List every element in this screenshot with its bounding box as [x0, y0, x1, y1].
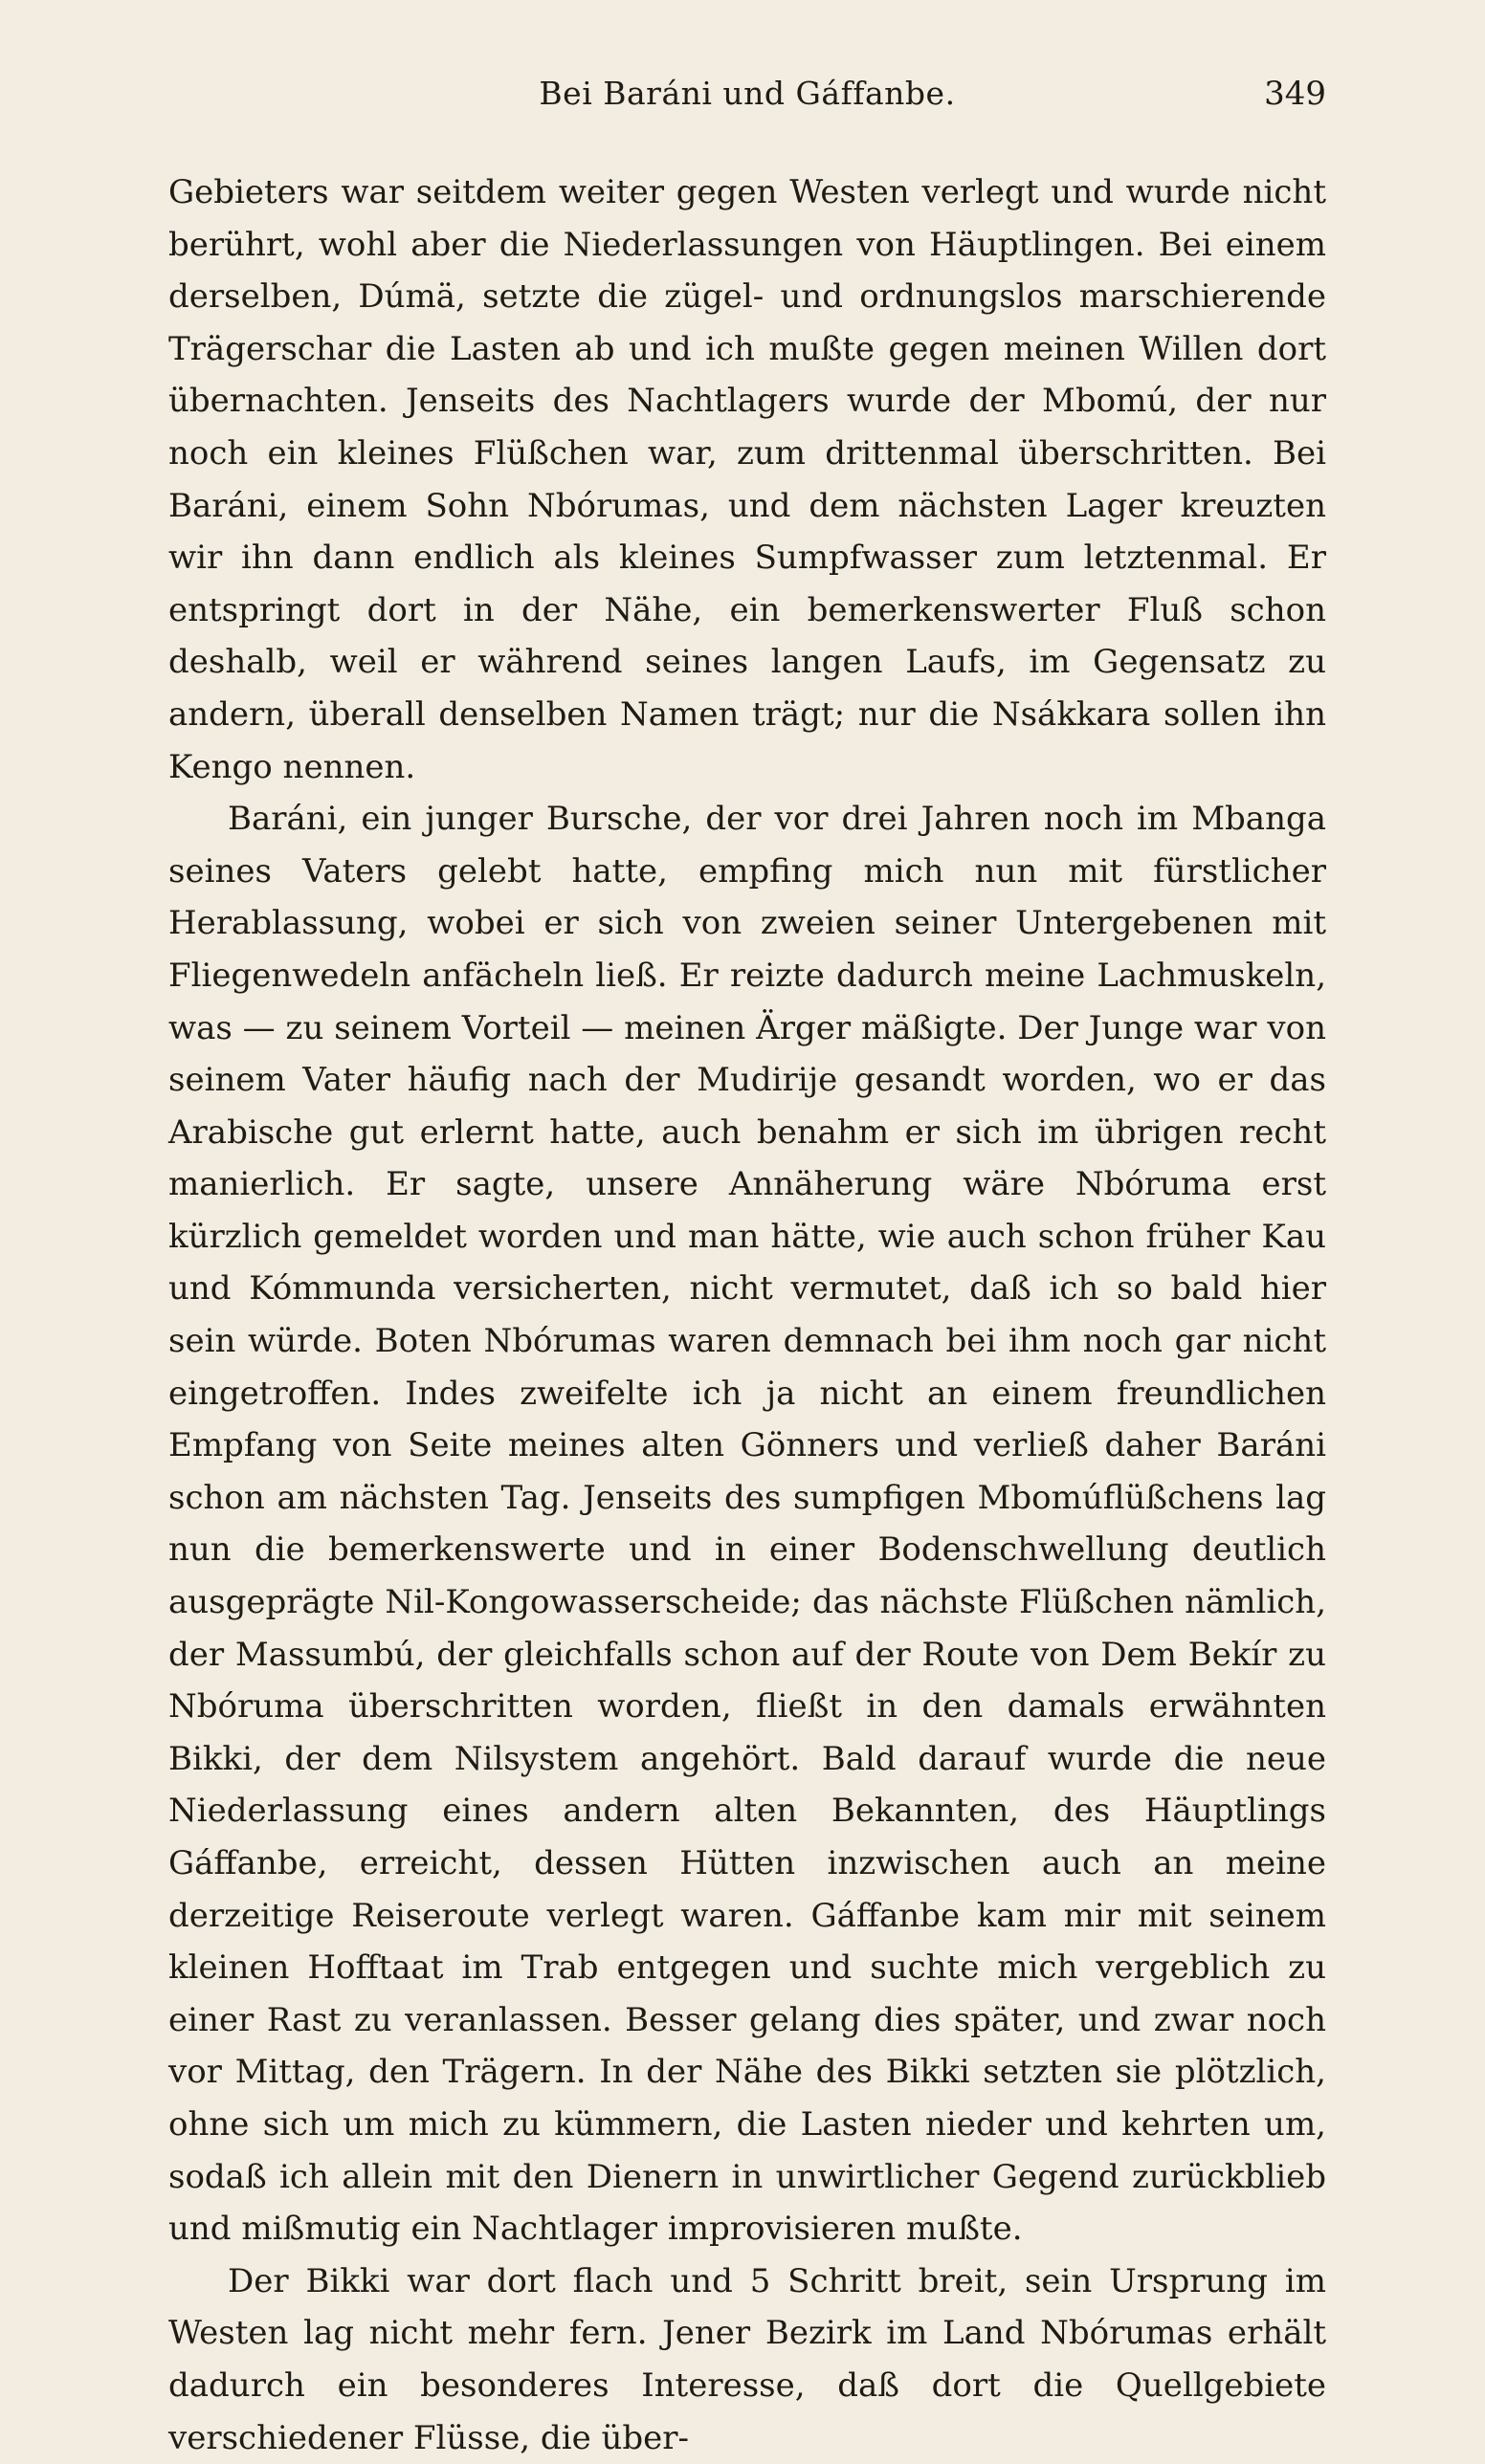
paragraph-3: Der Bikki war dort flach und 5 Schritt breit, sein Ursprung im Westen lag nicht mehr fern. Jener Bezirk im Land Nbórumas erhält dadurch ein besonderes Interesse, daß dort die Quellgebiete verschiedener Flüsse, die über- [168, 2261, 1326, 2457]
paragraph-2: Baráni, ein junger Bursche, der vor drei Jahren noch im Mbanga seines Vaters gelebt hatte, empfing mich nun mit fürstlicher Herablassung, wobei er sich von zweien seiner Untergebenen mit Fliegenwedeln anfächeln ließ. Er reizte dadurch meine Lachmuskeln, was — zu seinem Vorteil — meinen Ärger mäßigte. Der Junge war von seinem Vater häufig nach der Mudirije gesandt worden, wo er das Arabische gut erlernt hatte, auch benahm er sich im übrigen recht manierlich. Er sagte, unsere Annäherung wäre Nbóruma erst kürzlich gemeldet worden und man hätte, wie auch schon früher Kau und Kómmunda versicherten, nicht vermutet, daß ich so bald hier sein würde. Boten Nbórumas waren demnach bei ihm noch gar nicht eingetroffen. Indes zweifelte ich ja nicht an einem freundlichen Empfang von Seite meines alten Gönners und verließ daher Baráni schon am nächsten Tag. Jenseits des sumpfigen Mbomúflüßchens lag nun die bemerkenswerte und in einer Bodenschwellung deutlich ausgeprägte Nil-Kongowasserscheide; das nächste Flüßchen nämlich, der Massumbú, der gleichfalls schon auf der Route von Dem Bekír zu Nbóruma überschritten worden, fließt in den damals erwähnten Bikki, der dem Nilsystem angehört. Bald darauf wurde die neue Niederlassung eines andern alten Bekannten, des Häuptlings Gáffanbe, erreicht, dessen Hütten inzwischen auch an meine derzeitige Reiseroute verlegt waren. Gáffanbe kam mir mit seinem kleinen Hofftaat im Trab entgegen und suchte mich vergeblich zu einer Rast zu veranlassen. Besser gelang dies später, und zwar noch vor Mittag, den Trägern. In der Nähe des Bikki setzten sie plötzlich, ohne sich um mich zu kümmern, die Lasten nieder und kehrten um, sodaß ich allein mit den Dienern in unwirtlicher Gegend zurückblieb und mißmutig ein Nachtlager improvisieren mußte. [168, 800, 1326, 2249]
page-number: 349 [1264, 75, 1326, 113]
paragraph-1: Gebieters war seitdem weiter gegen Westen verlegt und wurde nicht berührt, wohl aber die Niederlassungen von Häuptlingen. Bei einem derselben, Dúmä, setzte die zügel- und ordnungslos marschierende Trägerschar die Lasten ab und ich mußte gegen meinen Willen dort übernachten. Jenseits des Nachtlagers wurde der Mbomú, der nur noch ein kleines Flüßchen war, zum drittenmal überschritten. Bei Baráni, einem Sohn Nbórumas, und dem nächsten Lager kreuzten wir ihn dann endlich als kleines Sumpfwasser zum letztenmal. Er entspringt dort in der Nähe, ein bemerkenswerter Fluß schon deshalb, weil er während seines langen Laufs, im Gegensatz zu andern, überall denselben Namen trägt; nur die Nsákkara sollen ihn Kengo nennen. [168, 173, 1326, 786]
running-head [168, 75, 1326, 128]
body-text [168, 166, 1326, 2464]
running-title: Bei Baráni und Gáffanbe. [539, 75, 956, 112]
